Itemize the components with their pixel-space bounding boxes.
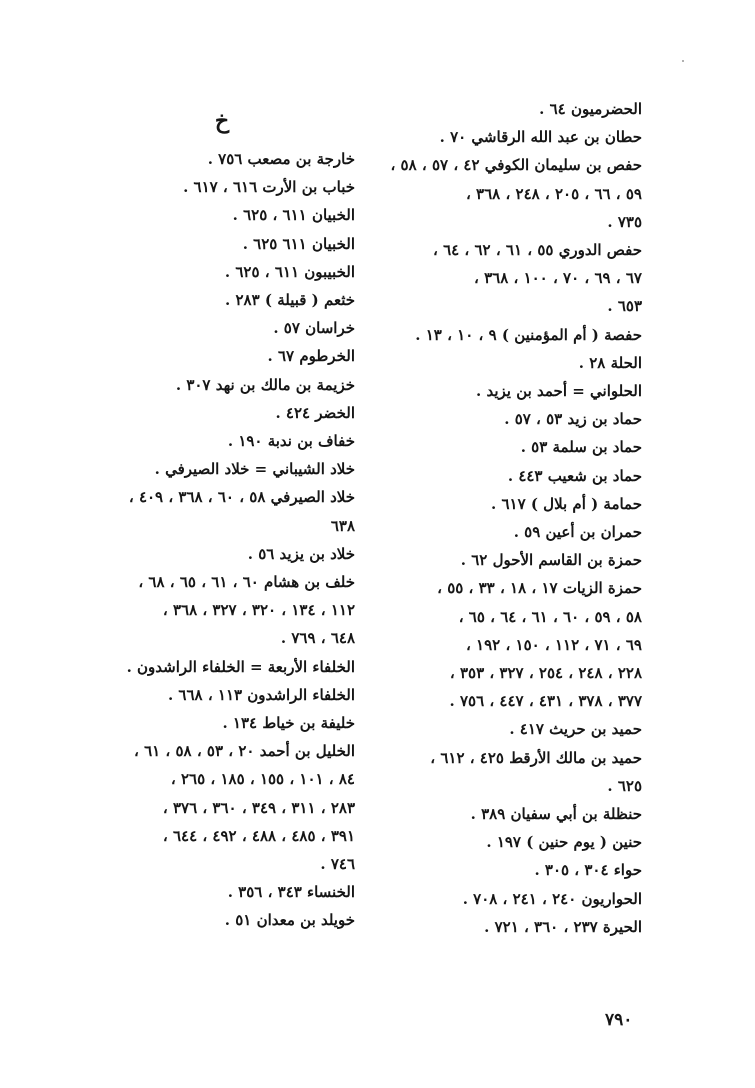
section-letter: خ (214, 108, 230, 134)
index-entry-line: حفصة ( أم المؤمنين ) ٩ ، ١٠ ، ١٣ . (415, 325, 642, 344)
index-entry-line: حمزة الزيات ١٧ ، ١٨ ، ٣٣ ، ٥٥ ، (437, 579, 642, 598)
index-entry-line: الحلة ٢٨ . (578, 353, 642, 372)
index-entry-line: خويلد بن معدان ٥١ . (224, 911, 355, 930)
index-entry-line: خارجة بن مصعب ٧٥٦ . (207, 150, 355, 168)
index-entry-line: ٦٩ ، ٧١ ، ١١٢ ، ١٥٠ ، ١٩٢ ، (465, 635, 642, 654)
index-entry-line: خلاد الشيباني = خلاد الصيرفي . (154, 460, 355, 479)
index-entry-line: الخبيان ٦١١ ٦٢٥ . (242, 234, 355, 253)
index-entry-line: حطان بن عبد الله الرقاشي ٧٠ . (439, 128, 642, 147)
index-entry-line: الحواريون ٢٤٠ ، ٢٤١ ، ٧٠٨ . (462, 889, 642, 908)
index-entry-line: ٨٤ ، ١٠١ ، ١٥٥ ، ١٨٥ ، ٢٦٥ ، (170, 770, 355, 789)
index-entry-line: الخضر ٤٢٤ . (275, 403, 355, 422)
index-entry-line: الخلفاء الأربعة = الخلفاء الراشدون . (126, 657, 355, 676)
index-entry-line: خباب بن الأرت ٦١٦ ، ٦١٧ . (183, 178, 355, 197)
index-entry-line: الخلفاء الراشدون ١١٣ ، ٦٦٨ . (167, 685, 355, 704)
index-entry-line: الحيرة ٢٣٧ ، ٣٦٠ ، ٧٢١ . (484, 917, 642, 936)
index-entry-line: حمامة ( أم بلال ) ٦١٧ . (491, 494, 642, 513)
index-column-right (362, 95, 642, 941)
index-entry-line: ١١٢ ، ١٣٤ ، ٣٢٠ ، ٣٢٧ ، ٣٦٨ ، (162, 601, 355, 620)
index-entry-line: حنظلة بن أبي سفيان ٣٨٩ . (470, 805, 642, 824)
index-entry-line: الحلواني = أحمد بن يزيد . (476, 382, 642, 401)
index-entry-line: ٦٧ ، ٦٩ ، ٧٠ ، ١٠٠ ، ٣٦٨ ، (474, 269, 642, 288)
page-speck (682, 60, 684, 62)
index-entry-line: حماد بن سلمة ٥٣ . (520, 438, 642, 457)
index-entry-line: ٦٥٣ . (607, 297, 642, 316)
index-entry-line: حماد بن شعيب ٤٤٣ . (507, 466, 642, 485)
index-entry-line: الحضرميون ٦٤ . (539, 100, 642, 118)
index-entry-line: خلاد بن يزيد ٥٦ . (247, 544, 355, 563)
index-entry-line: خثعم ( قبيلة ) ٢٨٣ . (225, 291, 355, 310)
index-entry-line: ٦٢٥ . (607, 776, 642, 795)
index-entry-line: حمزة بن القاسم الأحول ٦٢ . (460, 551, 642, 570)
index-entry-line: خليفة بن خياط ١٣٤ . (222, 714, 355, 733)
index-entry-line: حنين ( يوم حنين ) ١٩٧ . (486, 833, 642, 852)
index-entry-line: حمران بن أعين ٥٩ . (513, 523, 642, 542)
index-entry-line: الخبيبون ٦١١ ، ٦٢٥ . (224, 262, 355, 281)
index-entry-line: حميد بن مالك الأرقط ٤٢٥ ، ٦١٢ ، (430, 748, 642, 767)
section-heading-space (85, 95, 355, 145)
index-entry-line: خلاد الصيرفي ٥٨ ، ٦٠ ، ٣٦٨ ، ٤٠٩ ، (128, 488, 355, 507)
index-entry-line: حميد بن حريث ٤١٧ . (509, 720, 642, 739)
index-entry-line: الخنساء ٣٤٣ ، ٣٥٦ . (227, 883, 355, 902)
index-column-left (85, 95, 355, 935)
index-entry-line: الخرطوم ٦٧ . (267, 347, 355, 366)
index-entry-line: ٧٣٥ . (607, 212, 642, 231)
index-entry-line: حماد بن زيد ٥٣ ، ٥٧ . (504, 410, 642, 429)
index-entry-line: ٧٤٦ . (320, 855, 355, 874)
page-number: ٧٩٠ (605, 1010, 633, 1030)
index-entry-line: حفص الدوري ٥٥ ، ٦١ ، ٦٢ ، ٦٤ ، (433, 241, 642, 260)
index-entry-line: حواء ٣٠٤ ، ٣٠٥ . (534, 861, 642, 880)
index-entry-line: ٦٤٨ ، ٧٦٩ . (280, 629, 355, 648)
index-entry-line: خفاف بن ندبة ١٩٠ . (227, 432, 355, 451)
index-entry-line: ٥٩ ، ٦٦ ، ٢٠٥ ، ٢٤٨ ، ٣٦٨ ، (465, 184, 642, 203)
index-entry-line: خزيمة بن مالك بن نهد ٣٠٧ . (175, 375, 355, 394)
index-entry-line: الخبيان ٦١١ ، ٦٢٥ . (232, 206, 355, 225)
index-entry-line: ٢٢٨ ، ٢٤٨ ، ٢٥٤ ، ٣٢٧ ، ٣٥٣ ، (449, 664, 642, 683)
index-entry-line: ٥٨ ، ٥٩ ، ٦٠ ، ٦١ ، ٦٤ ، ٦٥ ، (458, 607, 642, 626)
index-entry-line: ٦٣٨ (330, 516, 355, 535)
index-entry-line: حفص بن سليمان الكوفي ٤٢ ، ٥٧ ، ٥٨ ، (390, 156, 642, 175)
index-entry-line: ٢٨٣ ، ٣١١ ، ٣٤٩ ، ٣٦٠ ، ٣٧٦ ، (162, 798, 355, 817)
index-entry-line: خلف بن هشام ٦٠ ، ٦١ ، ٦٥ ، ٦٨ ، (138, 573, 355, 592)
index-entry-line: ٣٧٧ ، ٣٧٨ ، ٤٣١ ، ٤٤٧ ، ٧٥٦ . (449, 692, 642, 711)
index-entry-line: ٣٩١ ، ٤٨٥ ، ٤٨٨ ، ٤٩٢ ، ٦٤٤ ، (162, 826, 355, 845)
index-entry-line: خراسان ٥٧ . (273, 319, 355, 338)
index-entry-line: الخليل بن أحمد ٢٠ ، ٥٣ ، ٥٨ ، ٦١ ، (134, 742, 355, 761)
